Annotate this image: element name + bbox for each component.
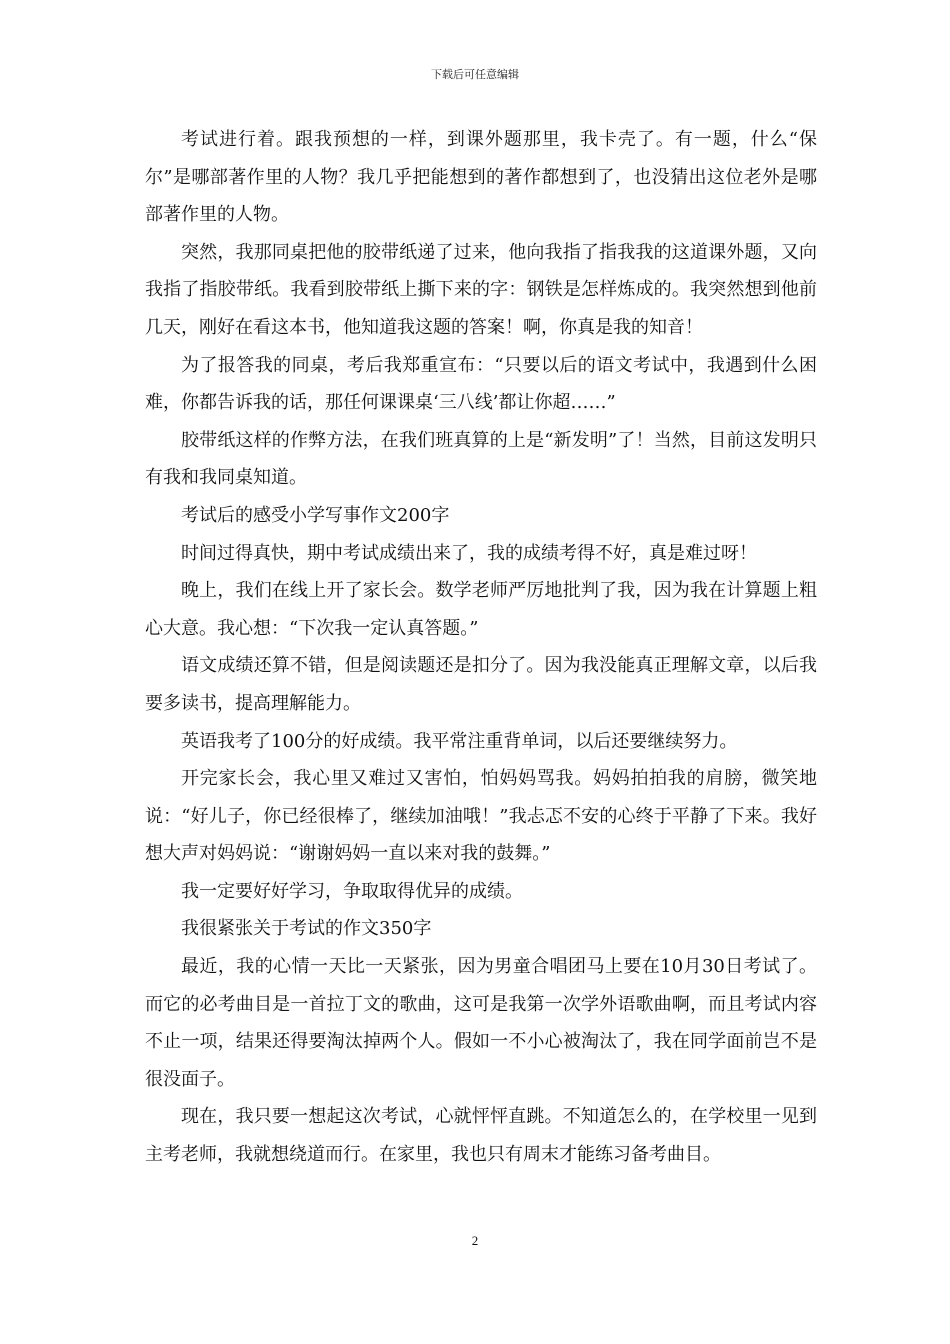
paragraph: 胶带纸这样的作弊方法，在我们班真算的上是“新发明”了！当然，目前这发明只有我和我同桌知道。 [145,429,817,489]
section-title: 我很紧张关于考试的作文350字 [181,918,432,940]
paragraph: 开完家长会，我心里又难过又害怕，怕妈妈骂我。妈妈拍拍我的肩膀，微笑地说：“好儿子，你已经很棒了，继续加油哦！”我忐忑不安的心终于平静了下来。我好想大声对妈妈说：“谢谢妈妈一直以来对我的鼓舞。” [145,768,817,865]
paragraph: 语文成绩还算不错，但是阅读题还是扣分了。因为我没能真正理解文章，以后我要多读书，提高理解能力。 [145,655,817,714]
section-title: 考试后的感受小学写事作文200字 [181,504,450,526]
paragraph: 突然，我那同桌把他的胶带纸递了过来，他向我指了指我我的这道课外题，又向我指了指胶带纸。我看到胶带纸上撕下来的字：钢铁是怎样炼成的。我突然想到他前几天，刚好在看这本书，他知道我这题的答案！啊，你真是我的知音！ [145,241,817,338]
page-number: 2 [471,1233,479,1248]
paragraph: 英语我考了100分的好成绩。我平常注重背单词，以后还要继续努力。 [181,730,738,752]
paragraph: 时间过得真快，期中考试成绩出来了，我的成绩考得不好，真是难过呀！ [181,542,757,564]
paragraph: 为了报答我的同桌，考后我郑重宣布：“只要以后的语文考试中，我遇到什么困难，你都告诉我的话，那任何课课桌‘三八线’都让你超……” [145,354,817,414]
paragraph: 现在，我只要一想起这次考试，心就怦怦直跳。不知道怎么的，在学校里一见到主考老师，我就想绕道而行。在家里，我也只有周末才能练习备考曲目。 [145,1106,817,1166]
document-body [145,121,817,1174]
paragraph: 最近，我的心情一天比一天紧张，因为男童合唱团马上要在10月30日考试了。而它的必考曲目是一首拉丁文的歌曲，这可是我第一次学外语歌曲啊，而且考试内容不止一项，结果还得要淘汰掉两个人。假如一不小心被淘汰了，我在同学面前岂不是很没面子。 [145,956,817,1090]
paragraph: 考试进行着。跟我预想的一样，到课外题那里，我卡壳了。有一题，什么“保尔”是哪部著作里的人物？我几乎把能想到的著作都想到了，也没猜出这位老外是哪部著作里的人物。 [145,129,817,226]
page-header: 下载后可任意编辑 [431,68,519,81]
paragraph: 我一定要好好学习，争取取得优异的成绩。 [181,880,523,902]
paragraph: 晚上，我们在线上开了家长会。数学老师严厉地批判了我，因为我在计算题上粗心大意。我心想：“下次我一定认真答题。” [145,580,817,639]
